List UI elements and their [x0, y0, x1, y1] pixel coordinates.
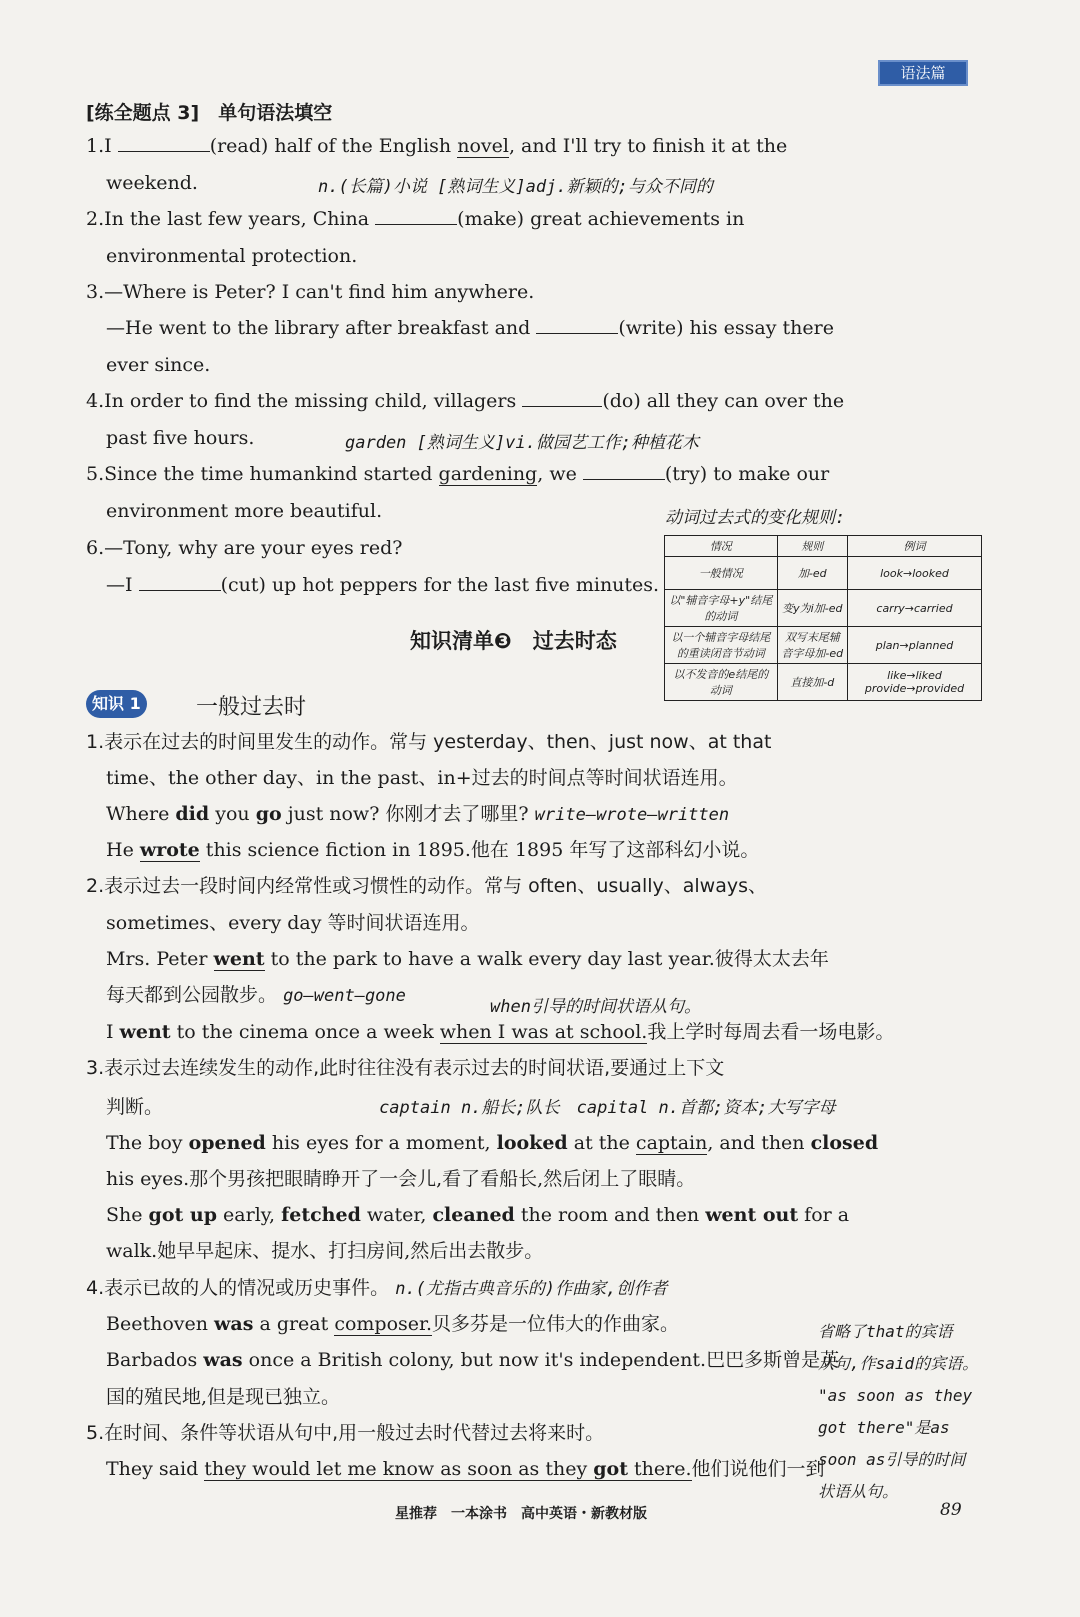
- handwritten-note: go—went—gone: [283, 986, 406, 1006]
- example: Mrs. Peter went to the park to have a walk every day last year.彼得太太去年: [106, 948, 829, 970]
- table-cell: look→looked: [848, 557, 982, 590]
- question-5: 5.Since the time humankind started gardening, we (try) to make our: [86, 463, 830, 485]
- point-5: 5.在时间、条件等状语从句中,用一般过去时代替过去将来时。: [86, 1422, 605, 1444]
- knowledge-list-title: 知识清单❸ 过去时态: [410, 629, 617, 653]
- table-cell: 加-ed: [777, 557, 847, 590]
- example: He wrote this science fiction in 1895.他在 1895 年写了这部科幻小说。: [106, 839, 760, 861]
- point-1-line2: time、the other day、in the past、in+过去的时间点等时间状语连用。: [106, 767, 738, 789]
- question-4-line2: past five hours.: [106, 427, 255, 449]
- grammar-section-tag: 语法篇: [878, 60, 968, 86]
- example: Where did you go just now? 你刚才去了哪里? write—wrote—written: [106, 803, 730, 825]
- example: She got up early, fetched water, cleaned the room and then went out for a: [106, 1204, 850, 1226]
- table-row: [665, 590, 982, 627]
- question-1: 1.I (read) half of the English novel, and I'll try to finish it at the: [86, 135, 788, 157]
- table-header: 情况: [665, 536, 778, 557]
- example-line2: his eyes.那个男孩把眼睛睁开了一会儿,看了看船长,然后闭上了眼睛。: [106, 1168, 696, 1190]
- example-line2: walk.她早早起床、提水、打扫房间,然后出去散步。: [106, 1240, 544, 1262]
- table-header: 规则: [777, 536, 847, 557]
- table-header: 例词: [848, 536, 982, 557]
- table-cell: 直接加-d: [777, 664, 847, 701]
- example: Beethoven was a great composer.贝多芬是一位伟大的作曲家。: [106, 1313, 680, 1335]
- question-2-line2: environmental protection.: [106, 245, 358, 267]
- question-3-line3: ever since.: [106, 354, 211, 376]
- point-3: 3.表示过去连续发生的动作,此时往往没有表示过去的时间状语,要通过上下文: [86, 1057, 725, 1079]
- table-cell: 一般情况: [665, 557, 778, 590]
- table-cell: 以"辅音字母+y"结尾的动词: [665, 590, 778, 627]
- point-1: 1.表示在过去的时间里发生的动作。常与 yesterday、then、just now、at that: [86, 731, 772, 753]
- side-handwritten-note: 省略了that的宾语 从句,作said的宾语。 "as soon as they got there"是as soon as引导的时间 状语从句。: [818, 1322, 979, 1501]
- example-line2: 每天都到公园散步。 go—went—gone: [106, 984, 406, 1006]
- table-row: [665, 627, 982, 664]
- handwritten-note: n.(尤指古典音乐的)作曲家,创作者: [395, 1279, 668, 1299]
- table-cell: 以不发音的e结尾的动词: [665, 664, 778, 701]
- example: Barbados was once a British colony, but now it's independent.巴巴多斯曾是英: [106, 1349, 840, 1371]
- point-4: 4.表示已故的人的情况或历史事件。 n.(尤指古典音乐的)作曲家,创作者: [86, 1277, 668, 1299]
- knowledge-point-badge: 知识 1: [86, 690, 147, 718]
- footer: 星推荐 一本涂书 高中英语・新教材版: [395, 1506, 647, 1522]
- handwritten-note: garden [熟词生义]vi.做园艺工作;种植花木: [345, 433, 700, 453]
- answer-blank[interactable]: [522, 388, 602, 407]
- past-tense-rules-table: [664, 535, 982, 701]
- answer-blank[interactable]: [536, 315, 618, 334]
- handwritten-note: write—wrote—written: [534, 805, 730, 825]
- example-line2: 国的殖民地,但是现已独立。: [106, 1386, 341, 1408]
- answer-blank[interactable]: [139, 572, 221, 591]
- example: The boy opened his eyes for a moment, looked at the captain, and then closed: [106, 1132, 879, 1154]
- answer-blank[interactable]: [375, 206, 457, 225]
- table-row: [665, 664, 982, 701]
- example: They said they would let me know as soon as they got there.他们说他们一到: [106, 1458, 825, 1480]
- question-4: 4.In order to find the missing child, villagers (do) all they can over the: [86, 390, 845, 412]
- table-cell: 双写末尾辅音字母加-ed: [777, 627, 847, 664]
- section-heading: [练全题点 3] 单句语法填空: [86, 102, 333, 124]
- point-3-line2: 判断。 captain n.船长;队长 capital n.首都;资本;大写字母: [106, 1096, 836, 1118]
- table-title-note: 动词过去式的变化规则:: [665, 508, 846, 528]
- handwritten-note: n.(长篇)小说 [熟词生义]adj.新颖的;与众不同的: [318, 177, 713, 197]
- handwritten-note: when引导的时间状语从句。: [490, 997, 701, 1017]
- handwritten-note: captain n.船长;队长 capital n.首都;资本;大写字母: [379, 1098, 836, 1118]
- table-cell: carry→carried: [848, 590, 982, 627]
- point-2-line2: sometimes、every day 等时间状语连用。: [106, 912, 480, 934]
- question-6: 6.—Tony, why are your eyes red?: [86, 537, 403, 559]
- answer-blank[interactable]: [118, 133, 210, 152]
- table-cell: like→liked provide→provided: [848, 664, 982, 701]
- question-3: 3.—Where is Peter? I can't find him anywhere.: [86, 281, 535, 303]
- question-3-line2: —He went to the library after breakfast and (write) his essay there: [106, 317, 834, 339]
- question-1-line2: weekend.: [106, 172, 198, 194]
- table-row: [665, 557, 982, 590]
- page-number: 89: [940, 1500, 962, 1520]
- knowledge-point-title: 一般过去时: [196, 695, 307, 720]
- table-cell: plan→planned: [848, 627, 982, 664]
- point-2: 2.表示过去一段时间内经常性或习惯性的动作。常与 often、usually、always、: [86, 875, 768, 897]
- example: I went to the cinema once a week when I was at school.我上学时每周去看一场电影。: [106, 1021, 895, 1043]
- question-2: 2.In the last few years, China (make) great achievements in: [86, 208, 745, 230]
- answer-blank[interactable]: [583, 461, 665, 480]
- question-5-line2: environment more beautiful.: [106, 500, 383, 522]
- table-cell: 以一个辅音字母结尾的重读闭音节动词: [665, 627, 778, 664]
- table-cell: 变y为i加-ed: [777, 590, 847, 627]
- question-6-line2: —I (cut) up hot peppers for the last five minutes.: [106, 574, 660, 596]
